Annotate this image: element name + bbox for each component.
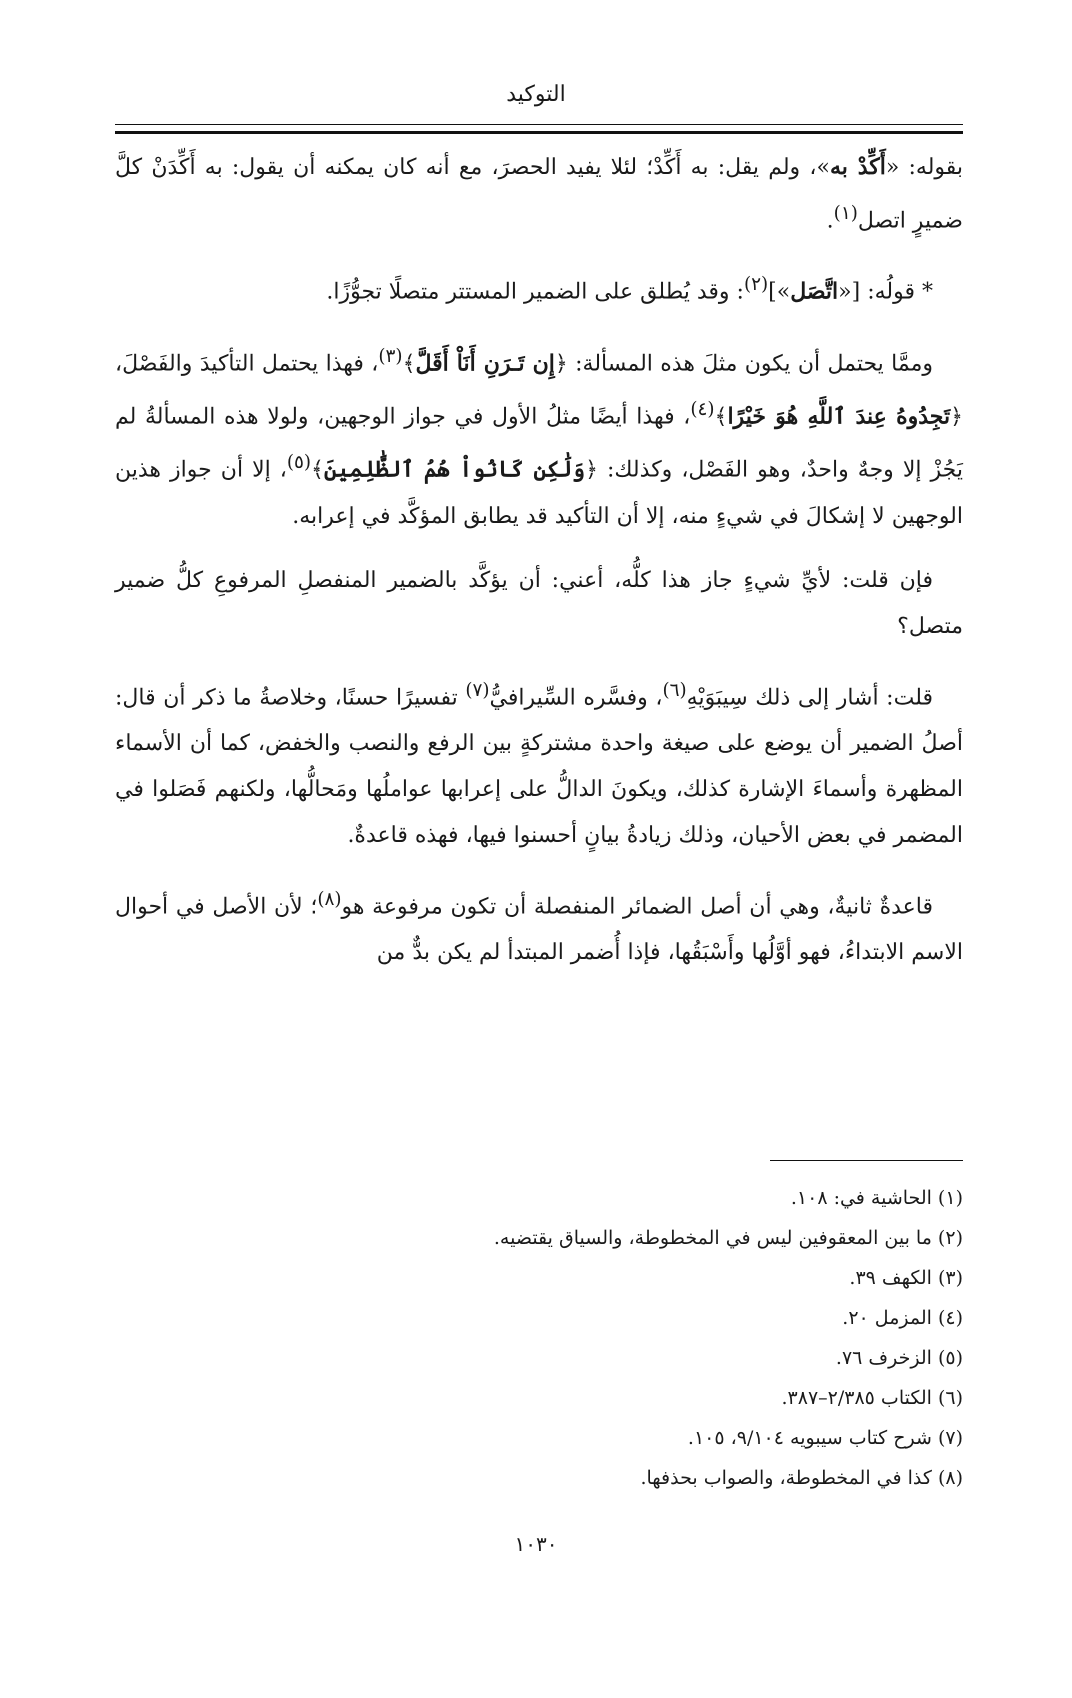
header-rule-thin xyxy=(115,124,963,125)
footnote-ref-3: (٣) xyxy=(378,345,403,367)
footnote-ref-2: (٢) xyxy=(743,274,769,296)
footnote-1: (١) الحاشية في: ١٠٨. xyxy=(790,1187,963,1209)
page-number: ١٠٣٠ xyxy=(514,1532,558,1556)
footnote-6: (٦) الكتاب ٢/٣٨٥–٣٨٧. xyxy=(781,1387,963,1409)
footnote-3: (٣) الكهف ٣٩. xyxy=(849,1267,963,1289)
footnote-ref-8: (٨) xyxy=(317,888,342,910)
footnote-ref-1: (١) xyxy=(833,203,858,224)
footnote-4: (٤) المزمل ٢٠. xyxy=(842,1307,963,1329)
quoted-phrase: أَكِّدْ به xyxy=(829,154,886,180)
paragraph-1: بقوله: «أَكِّدْ به»، ولم يقل: به أَكِّدْ؛ لئلا يفيد الحصرَ، مع أنه كان يمكنه أن يقول: به أَكِّدَنْ كلَّ ضميرٍ اتصل$^{(١)}$. xyxy=(115,154,964,234)
quoted-phrase: اتَّصَل xyxy=(790,278,839,305)
footnote-7: (٧) شرح كتاب سيبويه ٩/١٠٤، ١٠٥. xyxy=(687,1427,963,1449)
paragraph-4: فإن قلت: لأيِّ شيءٍ جاز هذا كلُّه، أعني: أن يؤكَّد بالضمير المنفصلِ المرفوعِ كلُّ ضمير متصل؟ xyxy=(115,567,963,639)
footnote-ref-7: (٧) xyxy=(465,679,490,701)
quran-verse-2: تَجِدُوهُ عِندَ ٱللَّهِ هُوَ خَيْرًا xyxy=(727,403,951,430)
header-rule-thick xyxy=(115,131,963,134)
footnote-separator xyxy=(770,1160,963,1161)
paragraph-6: قاعدةٌ ثانيةٌ، وهي أن أصل الضمائر المنفصلة أن تكون مرفوعة هو$^{(٨)}$؛ لأن الأصل في أحوال الاسم الابتداءُ، فهو أوَّلُها وأَسْبَقُها، فإذا أُضمر المبتدأ لم يكن بدٌّ من xyxy=(115,888,963,966)
paragraph-2: * قولُه: [«اتَّصَل»]$^{(٢)}$: وقد يُطلق على الضمير المستتر متصلًا تجوُّزًا. xyxy=(326,274,933,305)
footnote-2: (٢) ما بين المعقوفين ليس في المخطوطة، والسياق يقتضيه. xyxy=(493,1227,963,1249)
footnote-5: (٥) الزخرف ٧٦. xyxy=(835,1347,963,1369)
footnote-ref-4: (٤) xyxy=(690,398,715,420)
quran-verse-1: إِن تَـرَنِ أَنَاْ أَقَلَّ xyxy=(415,349,555,376)
running-header-title: التوكيد xyxy=(506,82,566,107)
paragraph-5: قلت: أشار إلى ذلك سِيبَوَيْهِ$^{(٦)}$، وفسَّره السِّيرافيُّ$^{(٧)}$ تفسيرًا حسنًا، وخلاصةُ ما ذكر أن قال: أصلُ الضمير أن يوضع على صيغة واحدة مشتركةٍ بين الرفع والنصب والخفض، كما أن الأسماء المظهرة وأسماءَ الإشارة كذلك، ويكونَ الدالُّ على إعرابها عواملُها ومَحالُّها، ولكنهم فَصَلوا في المضمر في بعض الأحيان، وذلك زيادةُ بيانٍ أحسنوا فيها، فهذه قاعدةٌ. xyxy=(115,679,963,848)
footnote-ref-6: (٦) xyxy=(662,679,687,701)
quran-verse-3: وَلَٰكِن كَانُواْ هُمُ ٱلظَّٰلِمِينَ xyxy=(323,456,586,483)
footnote-ref-5: (٥) xyxy=(286,452,312,474)
footnote-8: (٨) كذا في المخطوطة، والصواب بحذفها. xyxy=(640,1467,963,1489)
paragraph-3: وممَّا يحتمل أن يكون مثلَ هذه المسألة: ﴿إِن تَـرَنِ أَنَاْ أَقَلَّ﴾$^{(٣)}$، فهذا يحتمل التأكيدَ والفَصْلَ، ﴿تَجِدُوهُ عِندَ ٱللَّهِ هُوَ خَيْرًا﴾$^{(٤)}$، فهذا أيضًا مثلُ الأول في جواز الوجهين، ولولا هذه المسألةُ لم يَجُزْ إلا وجهٌ واحدٌ، وهو الفَصْل، وكذلك: ﴿وَلَٰكِن كَانُواْ هُمُ ٱلظَّٰلِمِينَ﴾$^{(٥)}$، إلا أن جواز هذين الوجهين لا إشكالَ في شيءٍ منه، إلا أن التأكيد قد يطابق المؤكَّد في إعرابه. xyxy=(115,345,963,529)
footnotes xyxy=(115,1178,963,1498)
main-text xyxy=(115,144,963,994)
